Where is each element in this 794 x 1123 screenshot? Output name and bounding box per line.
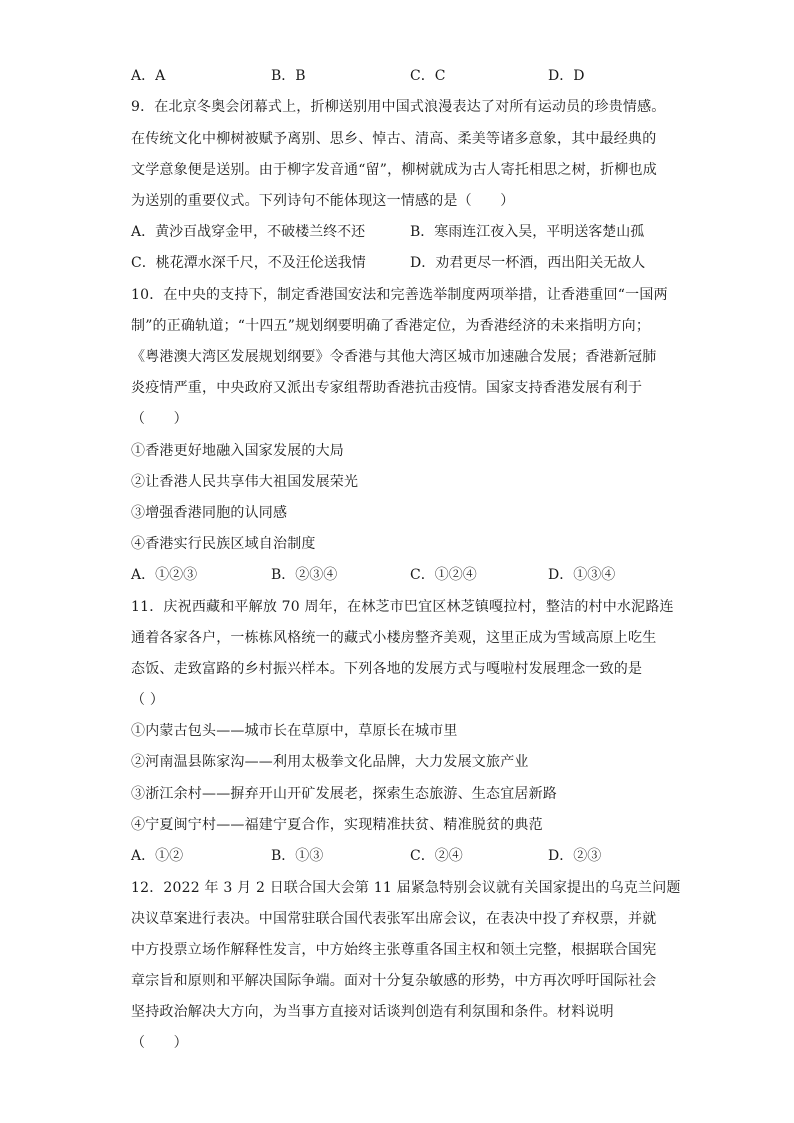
q11-option-d: D．②③ xyxy=(548,848,602,864)
q12-stem-line: 章宗旨和原则和平解决国际争端。面对十分复杂敏感的形势，中方再次呼吁国际社会 xyxy=(131,973,657,989)
q10-statement: ③增强香港同胞的认同感 xyxy=(131,505,288,521)
q12-stem-line: 中方投票立场作解释性发言，中方始终主张尊重各国主权和领土完整，根据联合国宪 xyxy=(131,942,657,958)
q9-options-row-1 xyxy=(131,222,671,242)
q9-stem-line: 在传统文化中柳树被赋予离别、思乡、悼古、清高、柔美等诸多意象，其中最经典的 xyxy=(131,131,657,147)
q10-options xyxy=(131,565,671,585)
q10-option-d: D．①③④ xyxy=(548,567,616,583)
q10-option-a: A．①②③ xyxy=(131,567,198,583)
q11-stem-line: 通着各家各户，一栋栋风格统一的藏式小楼房整齐美观，这里正成为雪域高原上吃生 xyxy=(131,630,657,646)
q9-stem-line: 9．在北京冬奥会闭幕式上，折柳送别用中国式浪漫表达了对所有运动员的珍贵情感。 xyxy=(131,99,666,115)
q10-option-b: B．②③④ xyxy=(271,567,338,583)
q9-option-a: A．黄沙百战穿金甲，不破楼兰终不还 xyxy=(131,224,366,240)
q9-option-c: C．桃花潭水深千尺，不及汪伦送我情 xyxy=(131,255,366,271)
q11-option-c: C．②④ xyxy=(410,848,463,864)
q10-stem-line: 10．在中央的支持下，制定香港国安法和完善选举制度两项举措，让香港重回“一国两 xyxy=(131,287,668,303)
q11-stem-line: （ ） xyxy=(131,692,165,708)
q11-option-a: A．①② xyxy=(131,848,184,864)
q11-statement: ①内蒙古包头——城市长在草原中，草原长在城市里 xyxy=(131,723,458,739)
q8-option-d: D．D xyxy=(548,68,585,84)
q10-stem-line: （ ） xyxy=(131,411,188,427)
q11-option-b: B．①③ xyxy=(271,848,324,864)
q10-statement: ④香港实行民族区域自治制度 xyxy=(131,536,316,552)
q12-stem-line: （ ） xyxy=(131,1035,188,1051)
q11-statement: ②河南温县陈家沟——利用太极拳文化品牌，大力发展文旅产业 xyxy=(131,754,529,770)
q12-stem-line: 坚持政治解决大方向，为当事方直接对话谈判创造有利氛围和条件。材料说明 xyxy=(131,1004,614,1020)
q9-stem-line: 为送别的重要仪式。下列诗句不能体现这一情感的是（ ） xyxy=(131,193,515,209)
q9-option-b: B．寒雨连江夜入吴，平明送客楚山孤 xyxy=(410,224,645,240)
q10-stem-line: 制”的正确轨道；“十四五”规划纲要明确了香港定位，为香港经济的未来指明方向； xyxy=(131,318,651,334)
q10-statement: ①香港更好地融入国家发展的大局 xyxy=(131,443,344,459)
q12-stem-line: 12．2022 年 3 月 2 日联合国大会第 11 届紧急特别会议就有关国家提出的乌克兰问题 xyxy=(131,880,681,896)
q9-option-d: D．劝君更尽一杯酒，西出阳关无故人 xyxy=(410,255,646,271)
q11-stem-line: 态饭、走致富路的乡村振兴样本。下列各地的发展方式与嘎啦村发展理念一致的是 xyxy=(131,661,643,677)
q11-statement: ④宁夏闽宁村——福建宁夏合作，实现精准扶贫、精准脱贫的典范 xyxy=(131,817,543,833)
q11-options xyxy=(131,846,671,866)
q8-option-c: C．C xyxy=(410,68,446,84)
q11-statement: ③浙江余村——摒弃开山开矿发展老，探索生态旅游、生态宜居新路 xyxy=(131,786,557,802)
q10-stem-line: 炎疫情严重，中央政府又派出专家组帮助香港抗击疫情。国家支持香港发展有利于 xyxy=(131,380,643,396)
q10-option-c: C．①②④ xyxy=(410,567,477,583)
q11-stem-line: 11．庆祝西藏和平解放 70 周年，在林芝市巴宜区林芝镇嘎拉村，整洁的村中水泥路连 xyxy=(131,599,674,615)
q10-statement: ②让香港人民共享伟大祖国发展荣光 xyxy=(131,474,359,490)
q12-stem-line: 决议草案进行表决。中国常驻联合国代表张军出席会议，在表决中投了弃权票，并就 xyxy=(131,911,657,927)
q10-stem-line: 《粤港澳大湾区发展规划纲要》令香港与其他大湾区城市加速融合发展；香港新冠肺 xyxy=(131,349,657,365)
q9-stem-line: 文学意象便是送别。由于柳字发音通“留”，柳树就成为古人寄托相思之树，折柳也成 xyxy=(131,162,657,178)
q9-options-row-2 xyxy=(131,253,671,273)
q8-options xyxy=(131,66,671,86)
q8-option-b: B．B xyxy=(271,68,306,84)
q8-option-a: A．A xyxy=(131,68,166,84)
